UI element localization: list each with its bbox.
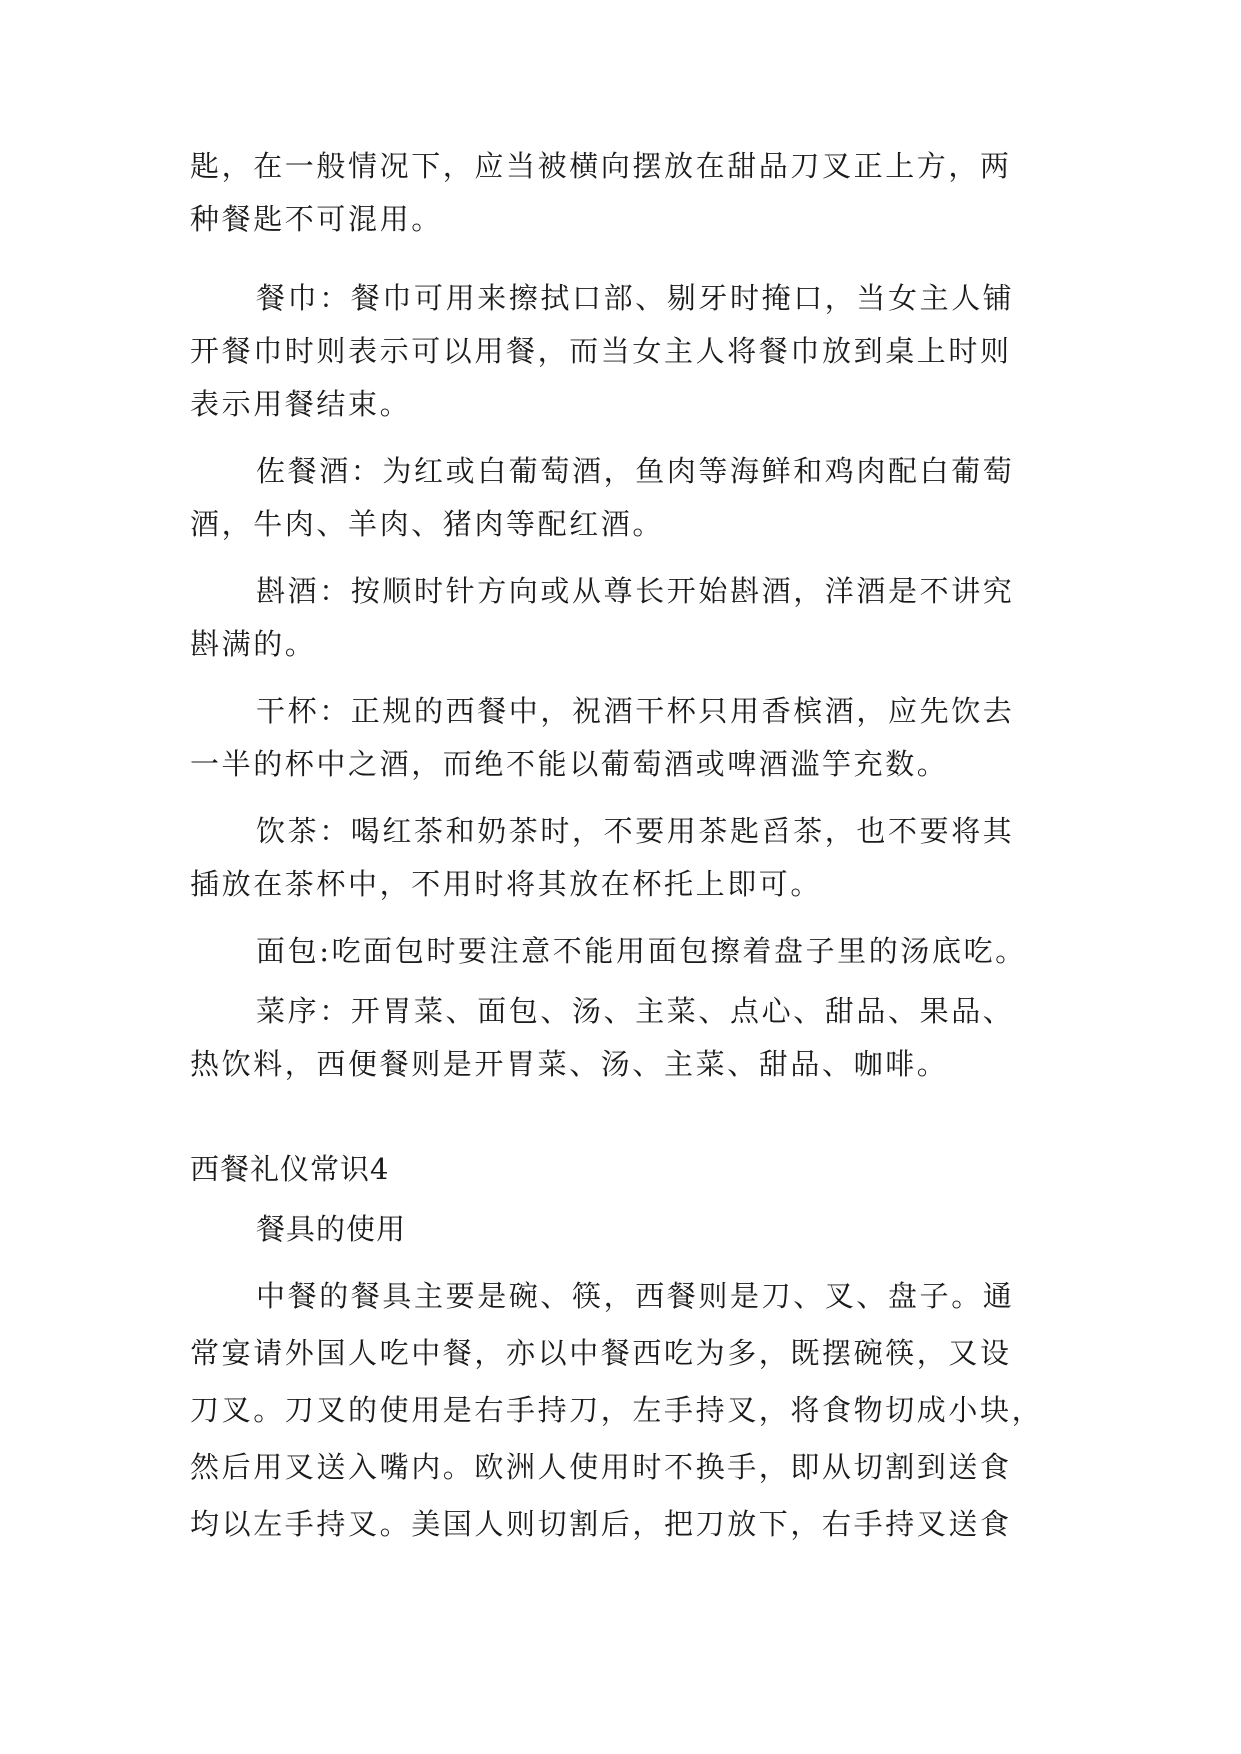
text-line: 酒，牛肉、羊肉、猪肉等配红酒。 [190, 507, 665, 541]
text-line: 开餐巾时则表示可以用餐，而当女主人将餐巾放到桌上时则 [190, 334, 1012, 368]
paragraph-bread: 面包:吃面包时要注意不能用面包擦着盘子里的汤底吃。 [256, 934, 1027, 968]
section-heading: 西餐礼仪常识4 [190, 1152, 390, 1186]
text-line: 刀叉。刀叉的使用是右手持刀，左手持叉，将食物切成小块， [190, 1393, 1044, 1427]
text-line: 均以左手持叉。美国人则切割后，把刀放下，右手持叉送食 [190, 1507, 1012, 1541]
paragraph-courses: 菜序：开胃菜、面包、汤、主菜、点心、甜品、果品、 [256, 994, 1015, 1028]
paragraph-toast: 干杯：正规的西餐中，祝酒干杯只用香槟酒，应先饮去 [256, 694, 1015, 728]
text-line: 种餐匙不可混用。 [190, 202, 443, 236]
subsection-heading: 餐具的使用 [256, 1212, 407, 1246]
text-line: 热饮料，西便餐则是开胃菜、汤、主菜、甜品、咖啡。 [190, 1047, 949, 1081]
paragraph-tea: 饮茶：喝红茶和奶茶时，不要用茶匙舀茶，也不要将其 [256, 814, 1015, 848]
text-line: 斟满的。 [190, 627, 317, 661]
paragraph-pouring: 斟酒：按顺时针方向或从尊长开始斟酒，洋酒是不讲究 [256, 574, 1015, 608]
text-line: 插放在茶杯中，不用时将其放在杯托上即可。 [190, 867, 823, 901]
paragraph-wine: 佐餐酒：为红或白葡萄酒，鱼肉等海鲜和鸡肉配白葡萄 [256, 454, 1015, 488]
text-line: 表示用餐结束。 [190, 387, 412, 421]
paragraph-tableware: 中餐的餐具主要是碗、筷，西餐则是刀、叉、盘子。通 [256, 1279, 1015, 1313]
paragraph-napkin: 餐巾：餐巾可用来擦拭口部、剔牙时掩口，当女主人铺 [256, 281, 1015, 315]
text-line: 常宴请外国人吃中餐，亦以中餐西吃为多，既摆碗筷，又设 [190, 1336, 1012, 1370]
text-line: 一半的杯中之酒，而绝不能以葡萄酒或啤酒滥竽充数。 [190, 747, 949, 781]
text-line: 匙，在一般情况下，应当被横向摆放在甜品刀叉正上方，两 [190, 149, 1012, 183]
text-line: 然后用叉送入嘴内。欧洲人使用时不换手，即从切割到送食 [190, 1450, 1012, 1484]
